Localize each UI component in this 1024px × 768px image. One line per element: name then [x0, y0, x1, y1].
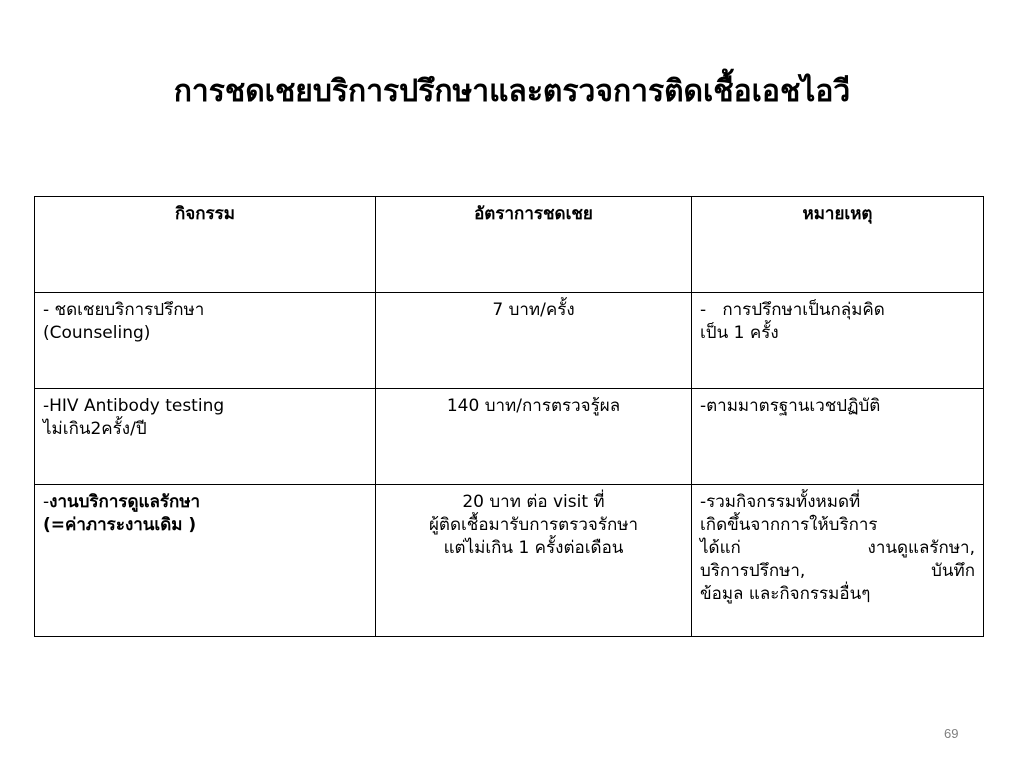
note-line: ข้อมูล และกิจกรรมอื่นๆ [700, 583, 871, 604]
note-line: บริการปรึกษา, บันทึก [700, 560, 975, 581]
table-row [35, 389, 984, 485]
note-line: -ตามมาตรฐานเวชปฏิบัติ [700, 396, 881, 416]
activity-cell [35, 485, 376, 637]
note-cell [692, 389, 984, 485]
note-line: เป็น 1 ครั้ง [700, 322, 779, 343]
activity-line [43, 491, 367, 514]
rate-cell [376, 389, 692, 485]
activity-line: (Counseling) [43, 322, 151, 343]
activity-prefix: - [43, 492, 50, 512]
rate-line: 7 บาท/ครั้ง [492, 300, 575, 320]
note-line: ได้แก่ งานดูแลรักษา, [700, 537, 975, 558]
note-cell [692, 485, 984, 637]
note-line: เกิดขึ้นจากการให้บริการ [700, 514, 878, 535]
rate-cell [376, 485, 692, 637]
activity-line: ไม่เกิน2ครั้ง/ปี [43, 418, 147, 439]
slide-title: การชดเชยบริการปรึกษาและตรวจการติดเชื้อเอชไอวี [173, 74, 851, 109]
note-line: - การปรึกษาเป็นกลุ่มคิด [700, 300, 885, 320]
note-line: -รวมกิจกรรมทั้งหมดที่ [700, 492, 861, 512]
table-row [35, 293, 984, 389]
rate-line: 140 บาท/การตรวจรู้ผล [446, 396, 621, 416]
header-note: หมายเหตุ [692, 197, 984, 293]
activity-cell [35, 389, 376, 485]
note-cell [692, 293, 984, 389]
header-activity: กิจกรรม [35, 197, 376, 293]
header-rate: อัตราการชดเชย [376, 197, 692, 293]
activity-line: (=ค่าภาระงานเดิม ) [43, 514, 197, 535]
rate-line: ผู้ติดเชื้อมารับการตรวจรักษา [428, 514, 639, 535]
table-header-row [35, 197, 984, 293]
activity-bold-text: งานบริการดูแลรักษา [49, 492, 201, 512]
compensation-table [34, 196, 984, 637]
activity-line: -HIV Antibody testing [43, 396, 225, 416]
table-row [35, 485, 984, 637]
rate-line: 20 บาท ต่อ visit ที่ [462, 492, 605, 512]
activity-cell [35, 293, 376, 389]
activity-line: - ชดเชยบริการปรึกษา [43, 300, 205, 320]
rate-cell [376, 293, 692, 389]
rate-line: แต่ไม่เกิน 1 ครั้งต่อเดือน [443, 537, 624, 558]
page-number: 69 [944, 726, 959, 741]
